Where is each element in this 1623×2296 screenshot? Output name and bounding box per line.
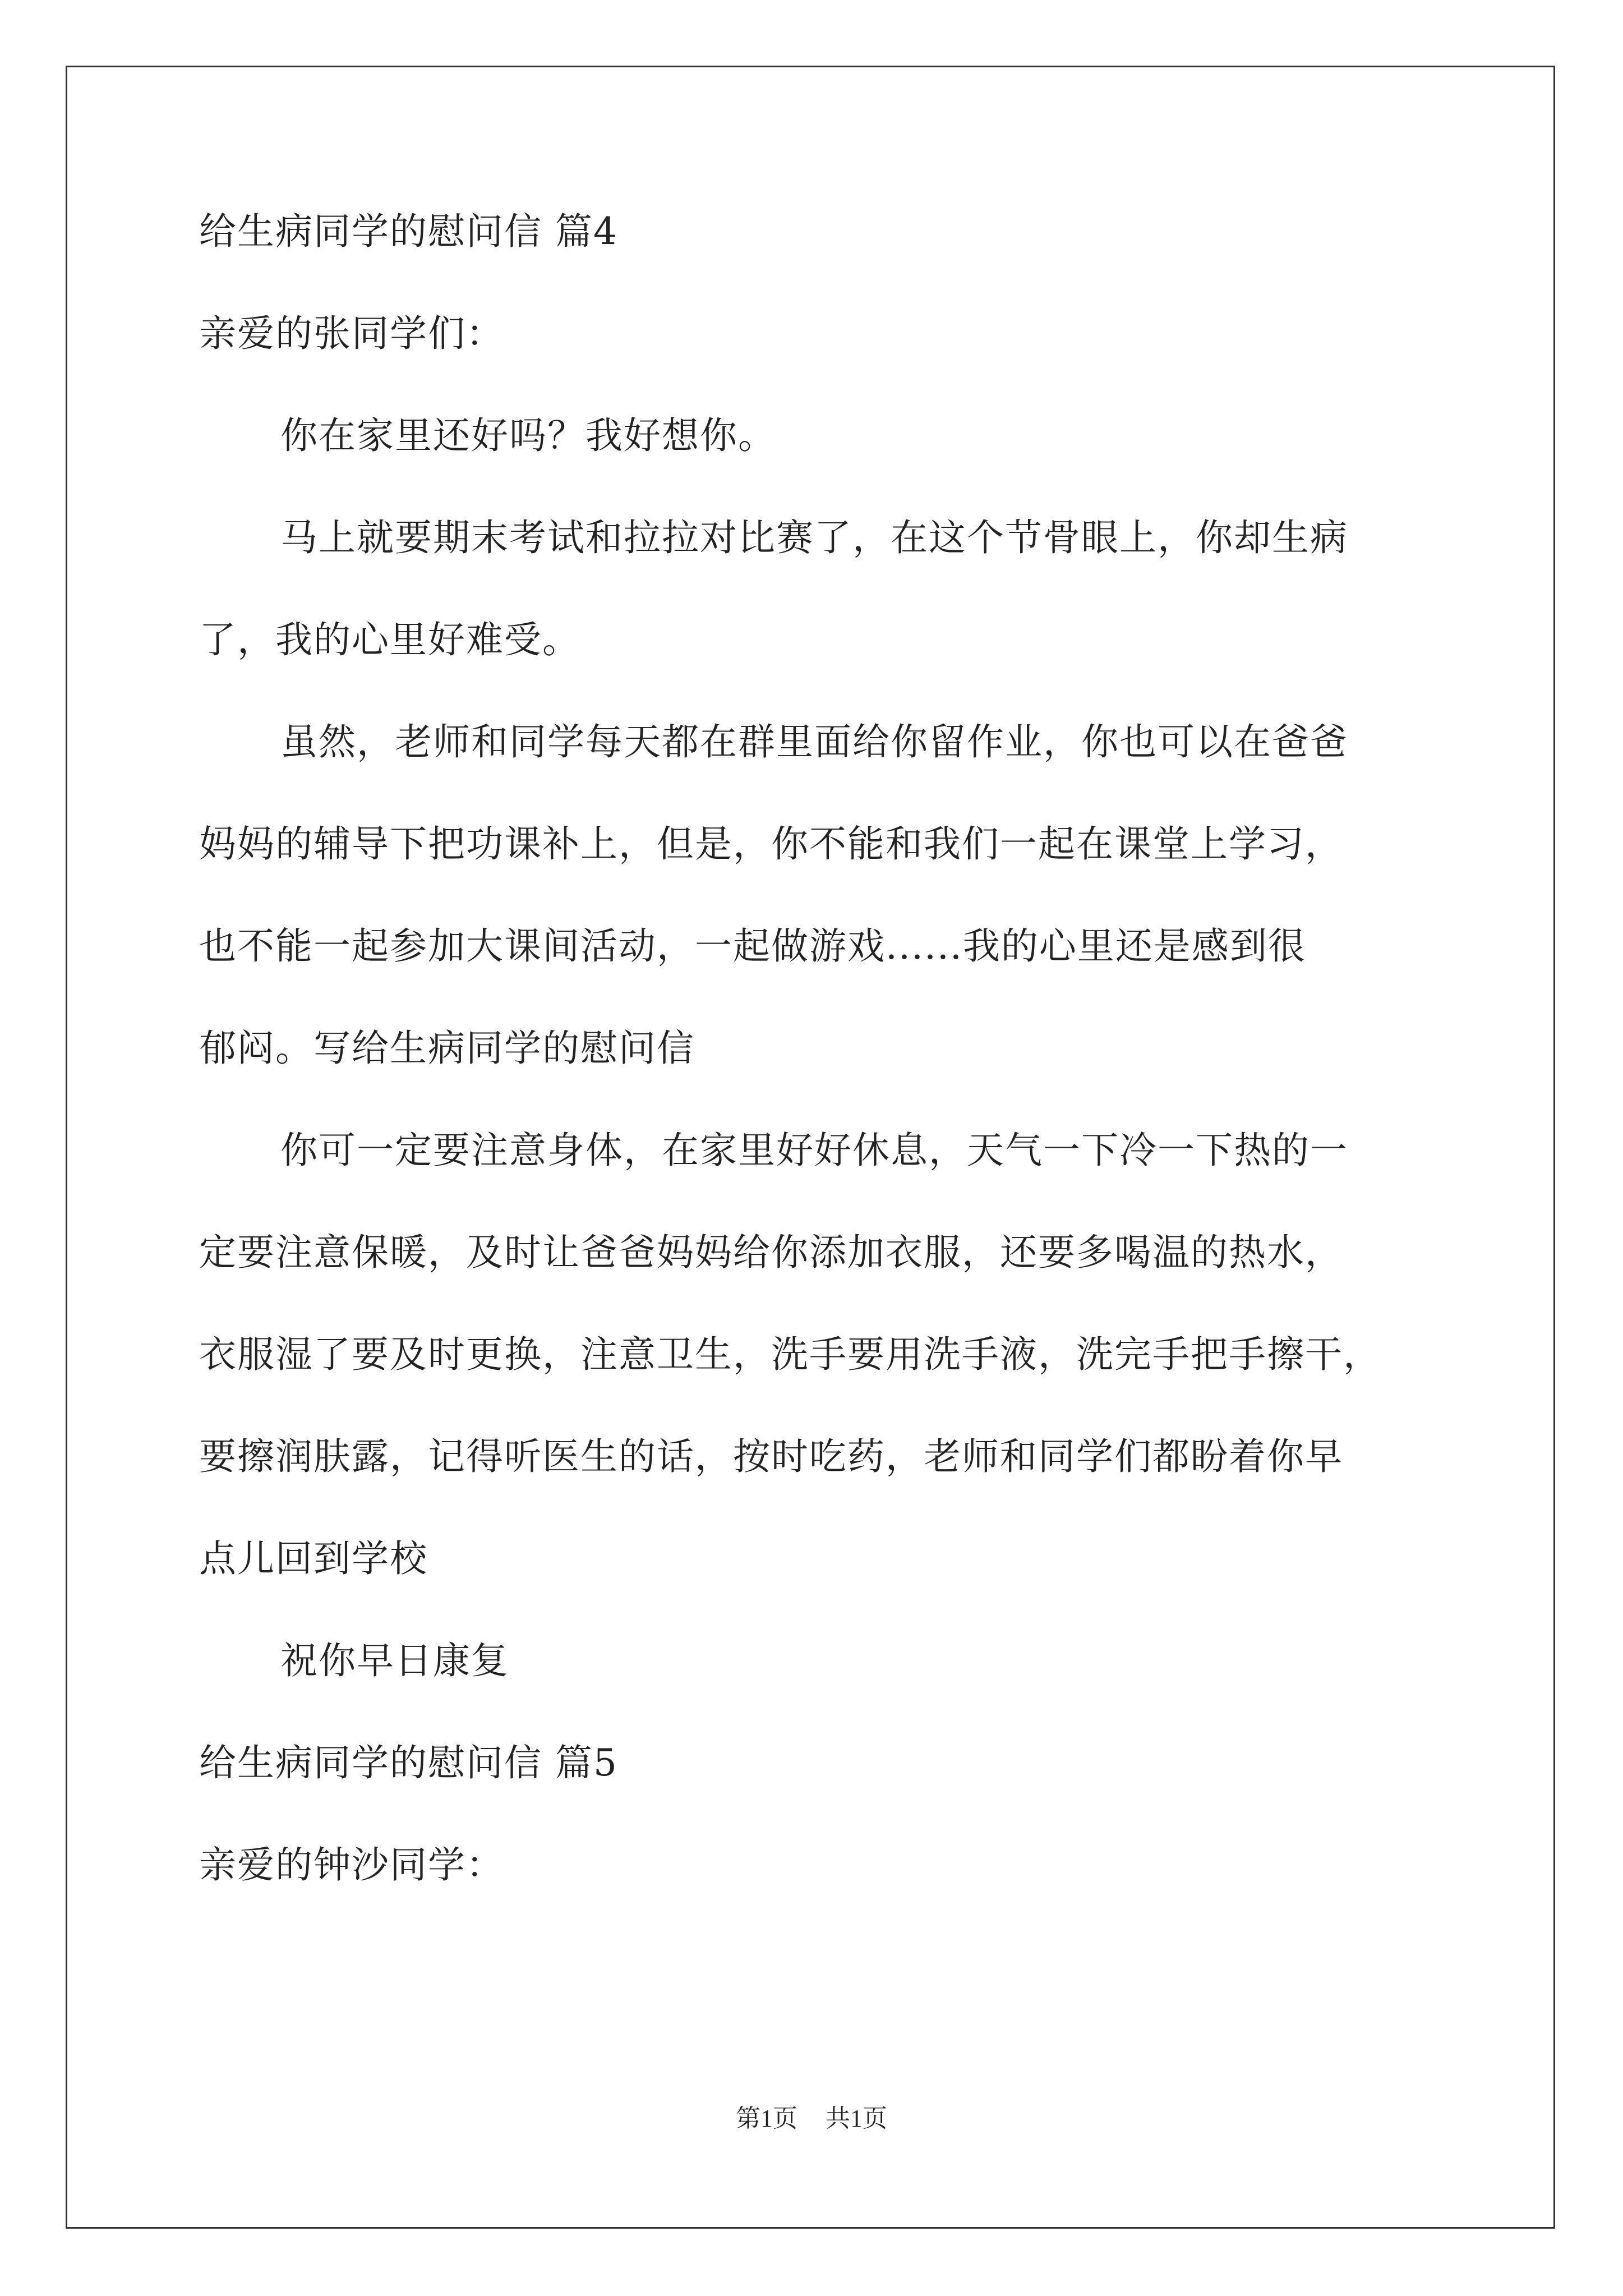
paragraph-line: 虽然，老师和同学每天都在群里面给你留作业，你也可以在爸爸 <box>280 720 1348 763</box>
section-heading-4: 给生病同学的慰问信 篇4 <box>199 210 618 253</box>
page-number: 第1页 <box>736 2105 797 2132</box>
page-total: 共1页 <box>826 2105 887 2132</box>
paragraph-line: 你在家里还好吗？我好想你。 <box>280 414 776 457</box>
salutation: 亲爱的钟沙同学： <box>199 1843 504 1887</box>
page-footer <box>0 2105 1623 2133</box>
paragraph-line: 点儿回到学校 <box>199 1537 428 1580</box>
paragraph-line: 你可一定要注意身体，在家里好好休息，天气一下冷一下热的一 <box>280 1129 1348 1172</box>
paragraph-line: 也不能一起参加大课间活动，一起做游戏......我的心里还是感到很 <box>199 924 1306 968</box>
paragraph-line: 定要注意保暖，及时让爸爸妈妈给你添加衣服，还要多喝温的热水， <box>199 1231 1343 1274</box>
paragraph-line: 妈妈的辅导下把功课补上，但是，你不能和我们一起在课堂上学习， <box>199 822 1343 866</box>
paragraph-line: 了，我的心里好难受。 <box>199 618 580 661</box>
document-body <box>199 210 1455 1887</box>
paragraph-line: 要擦润肤露，记得听医生的话，按时吃药，老师和同学们都盼着你早 <box>199 1435 1343 1478</box>
salutation: 亲爱的张同学们： <box>199 312 504 355</box>
closing-wish: 祝你早日康复 <box>280 1639 509 1682</box>
section-heading-5: 给生病同学的慰问信 篇5 <box>199 1741 618 1784</box>
paragraph-line: 衣服湿了要及时更换，注意卫生，洗手要用洗手液，洗完手把手擦干， <box>199 1333 1381 1376</box>
paragraph-line: 马上就要期末考试和拉拉对比赛了，在这个节骨眼上，你却生病 <box>280 516 1348 559</box>
paragraph-line: 郁闷。写给生病同学的慰问信 <box>199 1027 695 1070</box>
